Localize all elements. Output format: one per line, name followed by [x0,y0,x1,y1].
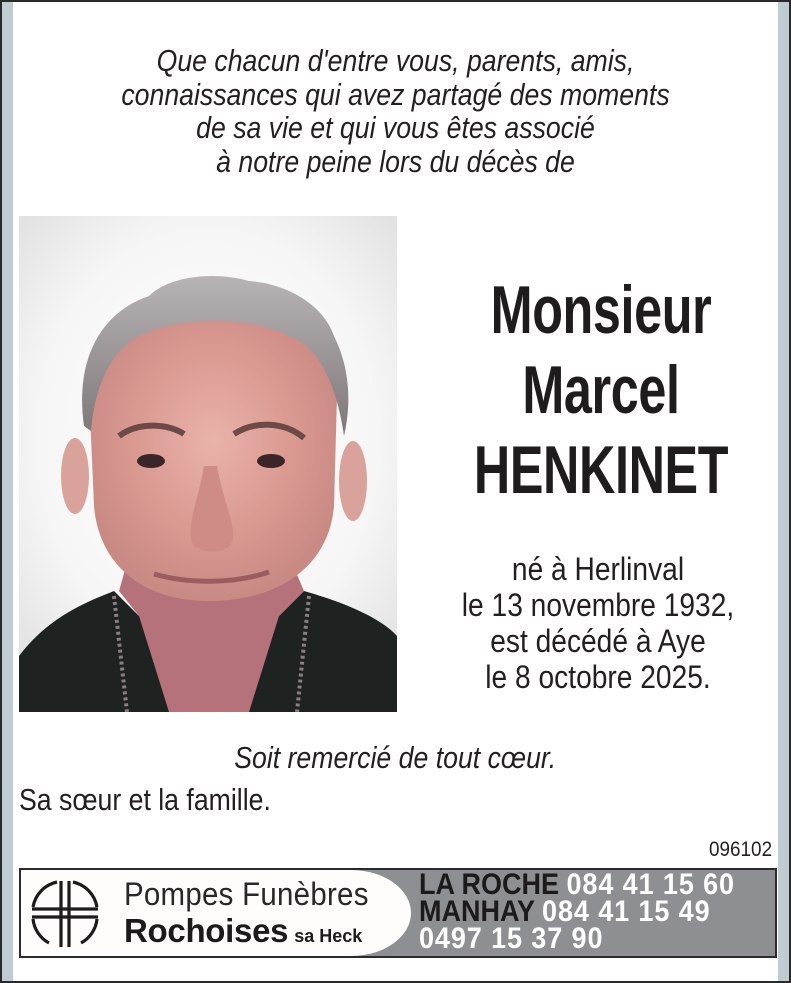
intro-line: Que chacun d'entre vous, parents, amis, [156,43,635,78]
brand-name: Rochoises [124,912,289,949]
thanks-message [15,740,776,776]
contact-row-manhay [419,895,735,928]
contact-phone: 084 41 15 60 [566,868,735,901]
intro-line: à notre peine lors du décès de [216,143,575,179]
name-first: Marcel [522,352,680,428]
contact-city: MANHAY [419,895,535,928]
contact-list [419,868,770,955]
name-last: HENKINET [473,432,729,508]
thanks-text: Soit remercié de tout cœur. [234,740,557,775]
reference-text: 096102 [708,838,772,861]
portrait-illustration [19,216,397,712]
signature [19,782,312,818]
contact-row-mobile [419,922,735,955]
death-date: le 8 octobre 2025. [485,659,711,695]
birth-place: né à Herlinval [511,551,685,587]
deceased-name [402,270,791,510]
name-title: Monsieur [490,272,712,348]
portrait-photo [19,216,397,712]
intro-line: de sa vie et qui vous êtes associé [196,110,595,145]
contact-phone: 0497 15 37 90 [419,922,604,955]
intro-line: connaissances qui avez partagé des moments [121,76,670,112]
left-margin-strip [2,2,13,981]
brand-line-1-text: Pompes Funèbres [124,876,369,912]
cross-circle-icon [29,877,101,949]
contact-row-la-roche [419,868,735,901]
signature-text: Sa sœur et la famille. [19,782,271,817]
brand-line-2 [124,912,362,955]
reference-number [702,838,772,862]
death-place: est décédé à Aye [490,623,706,659]
contact-city: LA ROCHE [419,868,560,901]
brand-suffix: sa Heck [294,926,363,946]
birth-death-info [402,551,791,695]
brand-line-1 [124,876,390,912]
ad-brand-panel [21,870,411,956]
contact-phone: 084 41 15 49 [542,895,711,928]
funeral-home-ad [19,868,777,958]
intro-text [15,44,776,178]
birth-date: le 13 novembre 1932, [461,587,735,623]
